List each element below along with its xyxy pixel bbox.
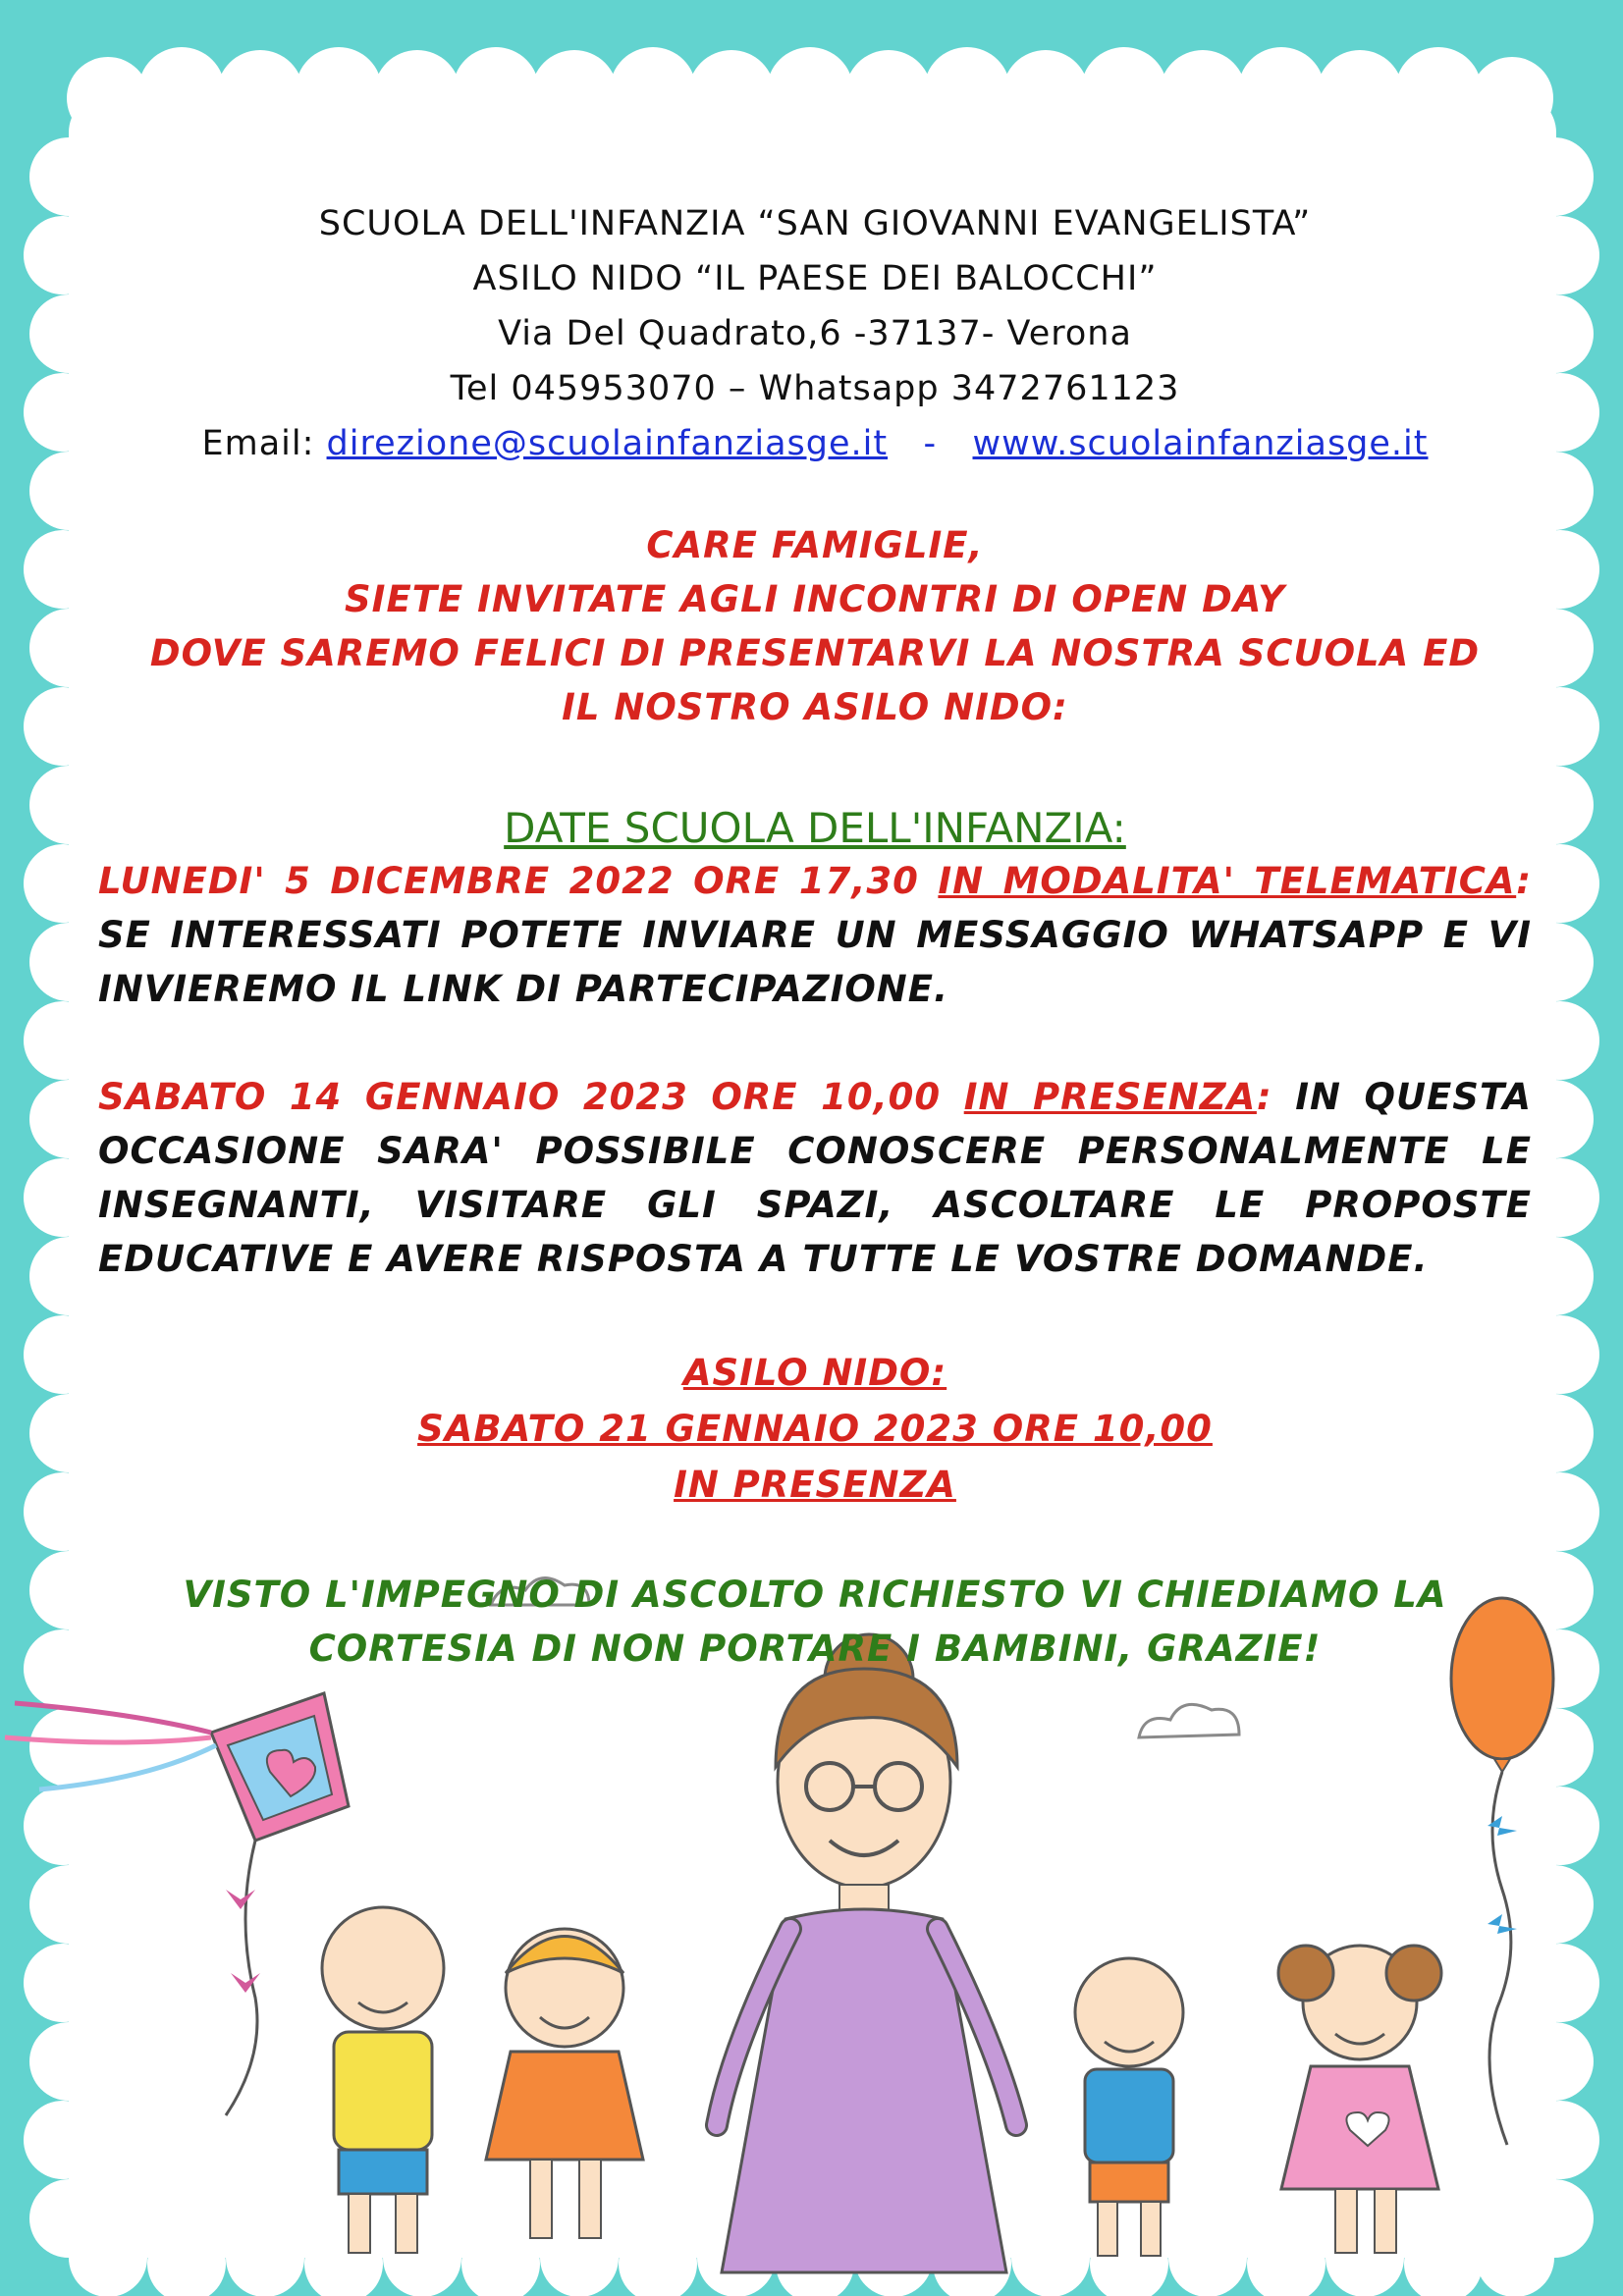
event-2-text: IN QUESTA OCCASIONE SARA' POSSIBILE CONOSCERE PERSONALMENTE LE INSEGNANTI, VISITARE GLI SPAZI, ASCOLTARE LE PROPOSTE EDUCATIVE E AVERE RISPOSTA A TUTTE LE VOSTRE DOMANDE.: [98, 1076, 1532, 1280]
website-link[interactable]: www.scuolainfanziasge.it: [972, 424, 1429, 463]
event-2-date: SABATO 14 GENNAIO 2023 ORE 10,00: [98, 1076, 942, 1118]
event-2-mode: IN PRESENZA: [963, 1076, 1257, 1118]
event-1-colon: :: [1516, 860, 1532, 902]
event-2-colon: :: [1256, 1076, 1272, 1118]
event-1-text: SE INTERESSATI POTETE INVIARE UN MESSAGGIO WHATSAPP E VI INVIEREMO IL LINK DI PARTECIPAZIONE.: [98, 914, 1532, 1010]
child-figure: [486, 1929, 643, 2238]
infanzia-event-1: [98, 854, 1532, 1016]
flyer-content: [98, 196, 1532, 1676]
teacher-figure: [717, 1634, 1016, 2272]
child-figure: [322, 1907, 444, 2253]
infanzia-dates-title: DATE SCUOLA DELL'INFANZIA:: [504, 804, 1126, 852]
school-name: SCUOLA DELL'INFANZIA “SAN GIOVANNI EVANGELISTA”: [318, 204, 1312, 243]
nido-date: SABATO 21 GENNAIO 2023 ORE 10,00: [417, 1408, 1213, 1450]
kite-icon: [5, 1693, 349, 2115]
infanzia-event-2: [98, 1070, 1532, 1286]
invite-presentation: DOVE SAREMO FELICI DI PRESENTARVI LA NOSTRA SCUOLA ED IL NOSTRO ASILO NIDO:: [149, 632, 1481, 728]
child-figure: [1278, 1946, 1441, 2253]
event-1-date: LUNEDI' 5 DICEMBRE 2022 ORE 17,30: [98, 860, 919, 902]
nido-block: [98, 1345, 1532, 1513]
nido-mode: IN PRESENZA: [674, 1464, 956, 1506]
invite-block: [98, 518, 1532, 734]
balloon-icon: [1451, 1598, 1553, 2145]
address: Via Del Quadrato,6 -37137- Verona: [498, 314, 1132, 353]
email-link[interactable]: direzione@scuolainfanziasge.it: [326, 424, 889, 463]
nido-title: ASILO NIDO:: [682, 1352, 947, 1394]
contact-separator: -: [923, 424, 938, 463]
nursery-name: ASILO NIDO “IL PAESE DEI BALOCCHI”: [472, 259, 1158, 298]
child-figure: [1075, 1958, 1183, 2256]
phone: Tel 045953070 – Whatsapp 3472761123: [450, 369, 1180, 408]
contacts-line: [98, 416, 1532, 471]
teacher-children-illustration: [0, 1571, 1623, 2296]
invite-open-day: SIETE INVITATE AGLI INCONTRI DI OPEN DAY: [345, 578, 1285, 620]
event-1-mode: IN MODALITA' TELEMATICA: [938, 860, 1517, 902]
header-block: [98, 196, 1532, 471]
invite-greeting: CARE FAMIGLIE,: [646, 524, 984, 566]
closing-note: VISTO L'IMPEGNO DI ASCOLTO RICHIESTO VI CHIEDIAMO LA CORTESIA DI NON PORTARE I BAMBINI, GRAZIE!: [183, 1574, 1447, 1670]
email-label: Email:: [201, 424, 315, 463]
